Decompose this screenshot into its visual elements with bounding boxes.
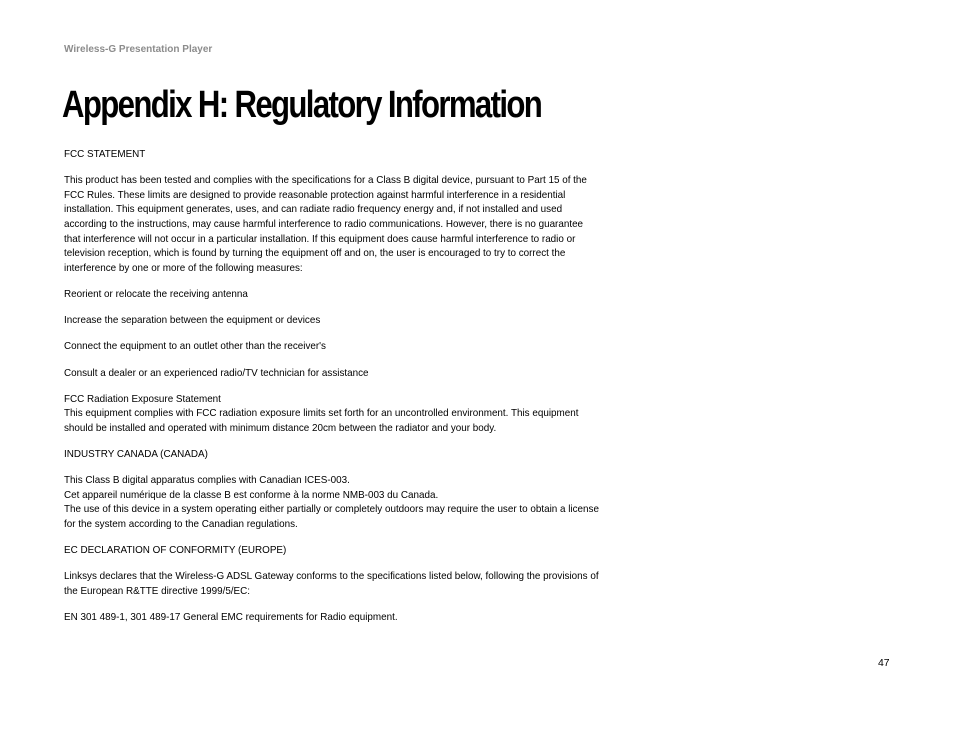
europe-line: the European R&TTE directive 1999/5/EC: — [64, 586, 251, 597]
fcc-paragraph-line: interference by one or more of the following measures: — [64, 262, 303, 274]
europe-heading: EC DECLARATION OF CONFORMITY (EUROPE) — [64, 545, 287, 557]
canada-line: Cet appareil numérique de la classe B est conforme à la norme NMB-003 du Canada. — [64, 489, 439, 501]
radiation-line: should be installed and operated with minimum distance 20cm between the radiator and your body. — [64, 422, 497, 434]
fcc-paragraph-line: This product has been tested and complies with the specifications for a Class B digital device, pursuant to Part 15 of the — [64, 175, 587, 187]
page-title: Appendix H: Regulatory Information — [62, 84, 542, 126]
fcc-paragraph-line: according to the instructions, may cause harmful interference to radio communications. However, there is no guarantee — [64, 218, 584, 230]
europe-line: Linksys declares that the Wireless-G ADSL Gateway conforms to the specifications listed below, following the provisions of — [64, 571, 599, 583]
radiation-line: This equipment complies with FCC radiation exposure limits set forth for an uncontrolled environment. This equipment — [64, 408, 579, 420]
fcc-measure: Consult a dealer or an experienced radio/TV technician for assistance — [64, 367, 369, 379]
fcc-paragraph-line: FCC Rules. These limits are designed to provide reasonable protection against harmful interference in a residential — [64, 189, 566, 201]
fcc-measure: Increase the separation between the equipment or devices — [64, 315, 321, 327]
fcc-paragraph-line: television reception, which is found by turning the equipment off and on, the user is encouraged to try to correct the — [64, 248, 566, 260]
fcc-paragraph-line: that interference will not occur in a particular installation. If this equipment does cause harmful interference to radio or — [64, 233, 576, 245]
document-body — [64, 148, 606, 626]
fcc-heading: FCC STATEMENT — [64, 149, 146, 160]
canada-line: The use of this device in a system operating either partially or completely outdoors may require the user to obtain a license — [64, 504, 599, 516]
fcc-measure: Reorient or relocate the receiving antenna — [64, 288, 248, 300]
fcc-paragraph-line: installation. This equipment generates, uses, and can radiate radio frequency energy and, if not installed and used — [64, 204, 563, 216]
running-header: Wireless-G Presentation Player — [64, 44, 213, 55]
canada-line: for the system according to the Canadian regulations. — [64, 519, 298, 531]
canada-heading: INDUSTRY CANADA (CANADA) — [64, 449, 208, 461]
page-number: 47 — [878, 658, 890, 669]
canada-line: This Class B digital apparatus complies with Canadian ICES-003. — [64, 475, 350, 487]
europe-standard: EN 301 489-1, 301 489-17 General EMC requirements for Radio equipment. — [64, 612, 398, 624]
radiation-heading: FCC Radiation Exposure Statement — [64, 393, 221, 405]
fcc-measure: Connect the equipment to an outlet other than the receiver's — [64, 341, 326, 353]
